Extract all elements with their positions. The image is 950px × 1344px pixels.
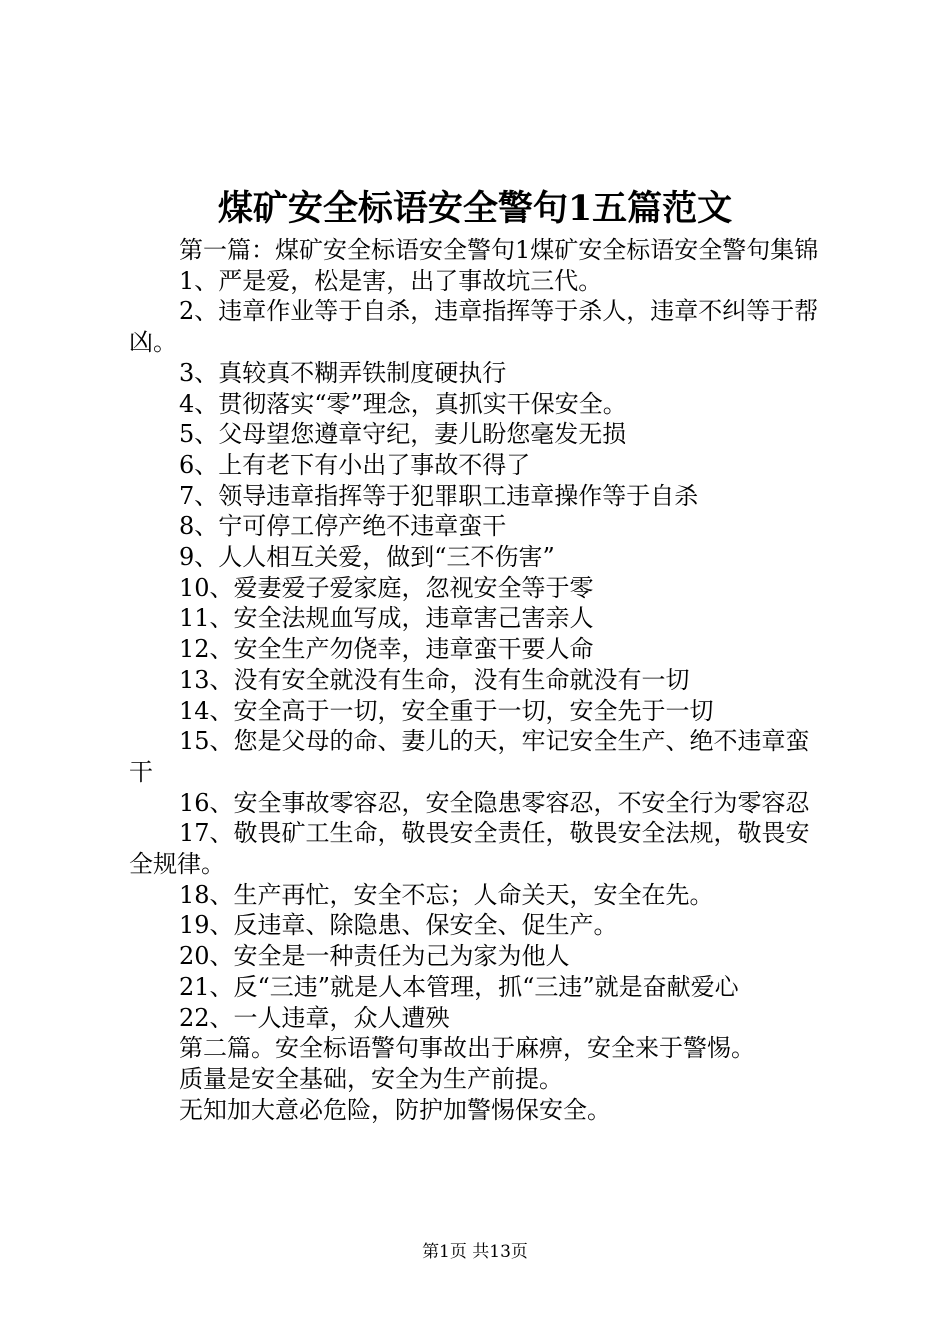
slogan-item: 9、人人相互关爱，做到“三不伤害”: [179, 543, 555, 572]
slogan-item: 13、没有安全就没有生命，没有生命就没有一切: [179, 665, 690, 694]
slogan-item: 21、反“三违”就是人本管理，抓“三违”就是奋献爱心: [179, 972, 739, 1001]
slogan-item: 5、父母望您遵章守纪，妻儿盼您毫发无损: [179, 420, 627, 449]
slogan-item: 4、贯彻落实“零”理念，真抓实干保安全。: [179, 389, 627, 418]
section-heading-1: 第一篇：煤矿安全标语安全警句1煤矿安全标语安全警句集锦: [179, 236, 819, 264]
document-body: [129, 235, 833, 1125]
section-heading-2: 第二篇。安全标语警句事故出于麻痹，安全来于警惕。: [179, 1034, 755, 1063]
slogan-item: 14、安全高于一切，安全重于一切，安全先于一切: [179, 696, 714, 725]
slogan-item: 12、安全生产勿侥幸，违章蛮干要人命: [179, 635, 594, 664]
slogan-item: 10、爱妻爱子爱家庭，忽视安全等于零: [179, 573, 594, 602]
slogan-item: 15、您是父母的命、妻儿的天，牢记安全生产、绝不违章蛮干: [129, 727, 810, 786]
slogan-item: 8、宁可停工停产绝不违章蛮干: [179, 512, 507, 541]
slogan-item: 3、真较真不糊弄铁制度硬执行: [179, 358, 507, 387]
slogan-item: 22、一人违章，众人遭殃: [179, 1003, 450, 1032]
slogan-item: 16、安全事故零容忍，安全隐患零容忍，不安全行为零容忍: [179, 788, 810, 817]
slogan-item: 17、敬畏矿工生命，敬畏安全责任，敬畏安全法规，敬畏安全规律。: [129, 819, 810, 879]
slogan-item: 7、领导违章指挥等于犯罪职工违章操作等于自杀: [179, 481, 699, 510]
slogan-item: 19、反违章、除隐患、保安全、促生产。: [179, 911, 618, 940]
document-title: 煤矿安全标语安全警句1五篇范文: [217, 188, 733, 229]
slogan-item: 质量是安全基础，安全为生产前提。: [179, 1064, 563, 1093]
slogan-item: 11、安全法规血写成，违章害己害亲人: [179, 604, 594, 633]
slogan-item: 20、安全是一种责任为己为家为他人: [179, 942, 570, 971]
slogan-item: 1、严是爱，松是害，出了事故坑三代。: [179, 266, 603, 295]
slogan-item: 6、上有老下有小出了事故不得了: [179, 450, 531, 479]
slogan-item: 18、生产再忙，安全不忘；人命关天，安全在先。: [179, 880, 714, 909]
slogan-item: 无知加大意必危险，防护加警惕保安全。: [179, 1095, 611, 1124]
page-footer: 第1页 共13页: [422, 1242, 528, 1262]
slogan-item: 2、违章作业等于自杀，违章指挥等于杀人，违章不纠等于帮凶。: [129, 297, 819, 357]
